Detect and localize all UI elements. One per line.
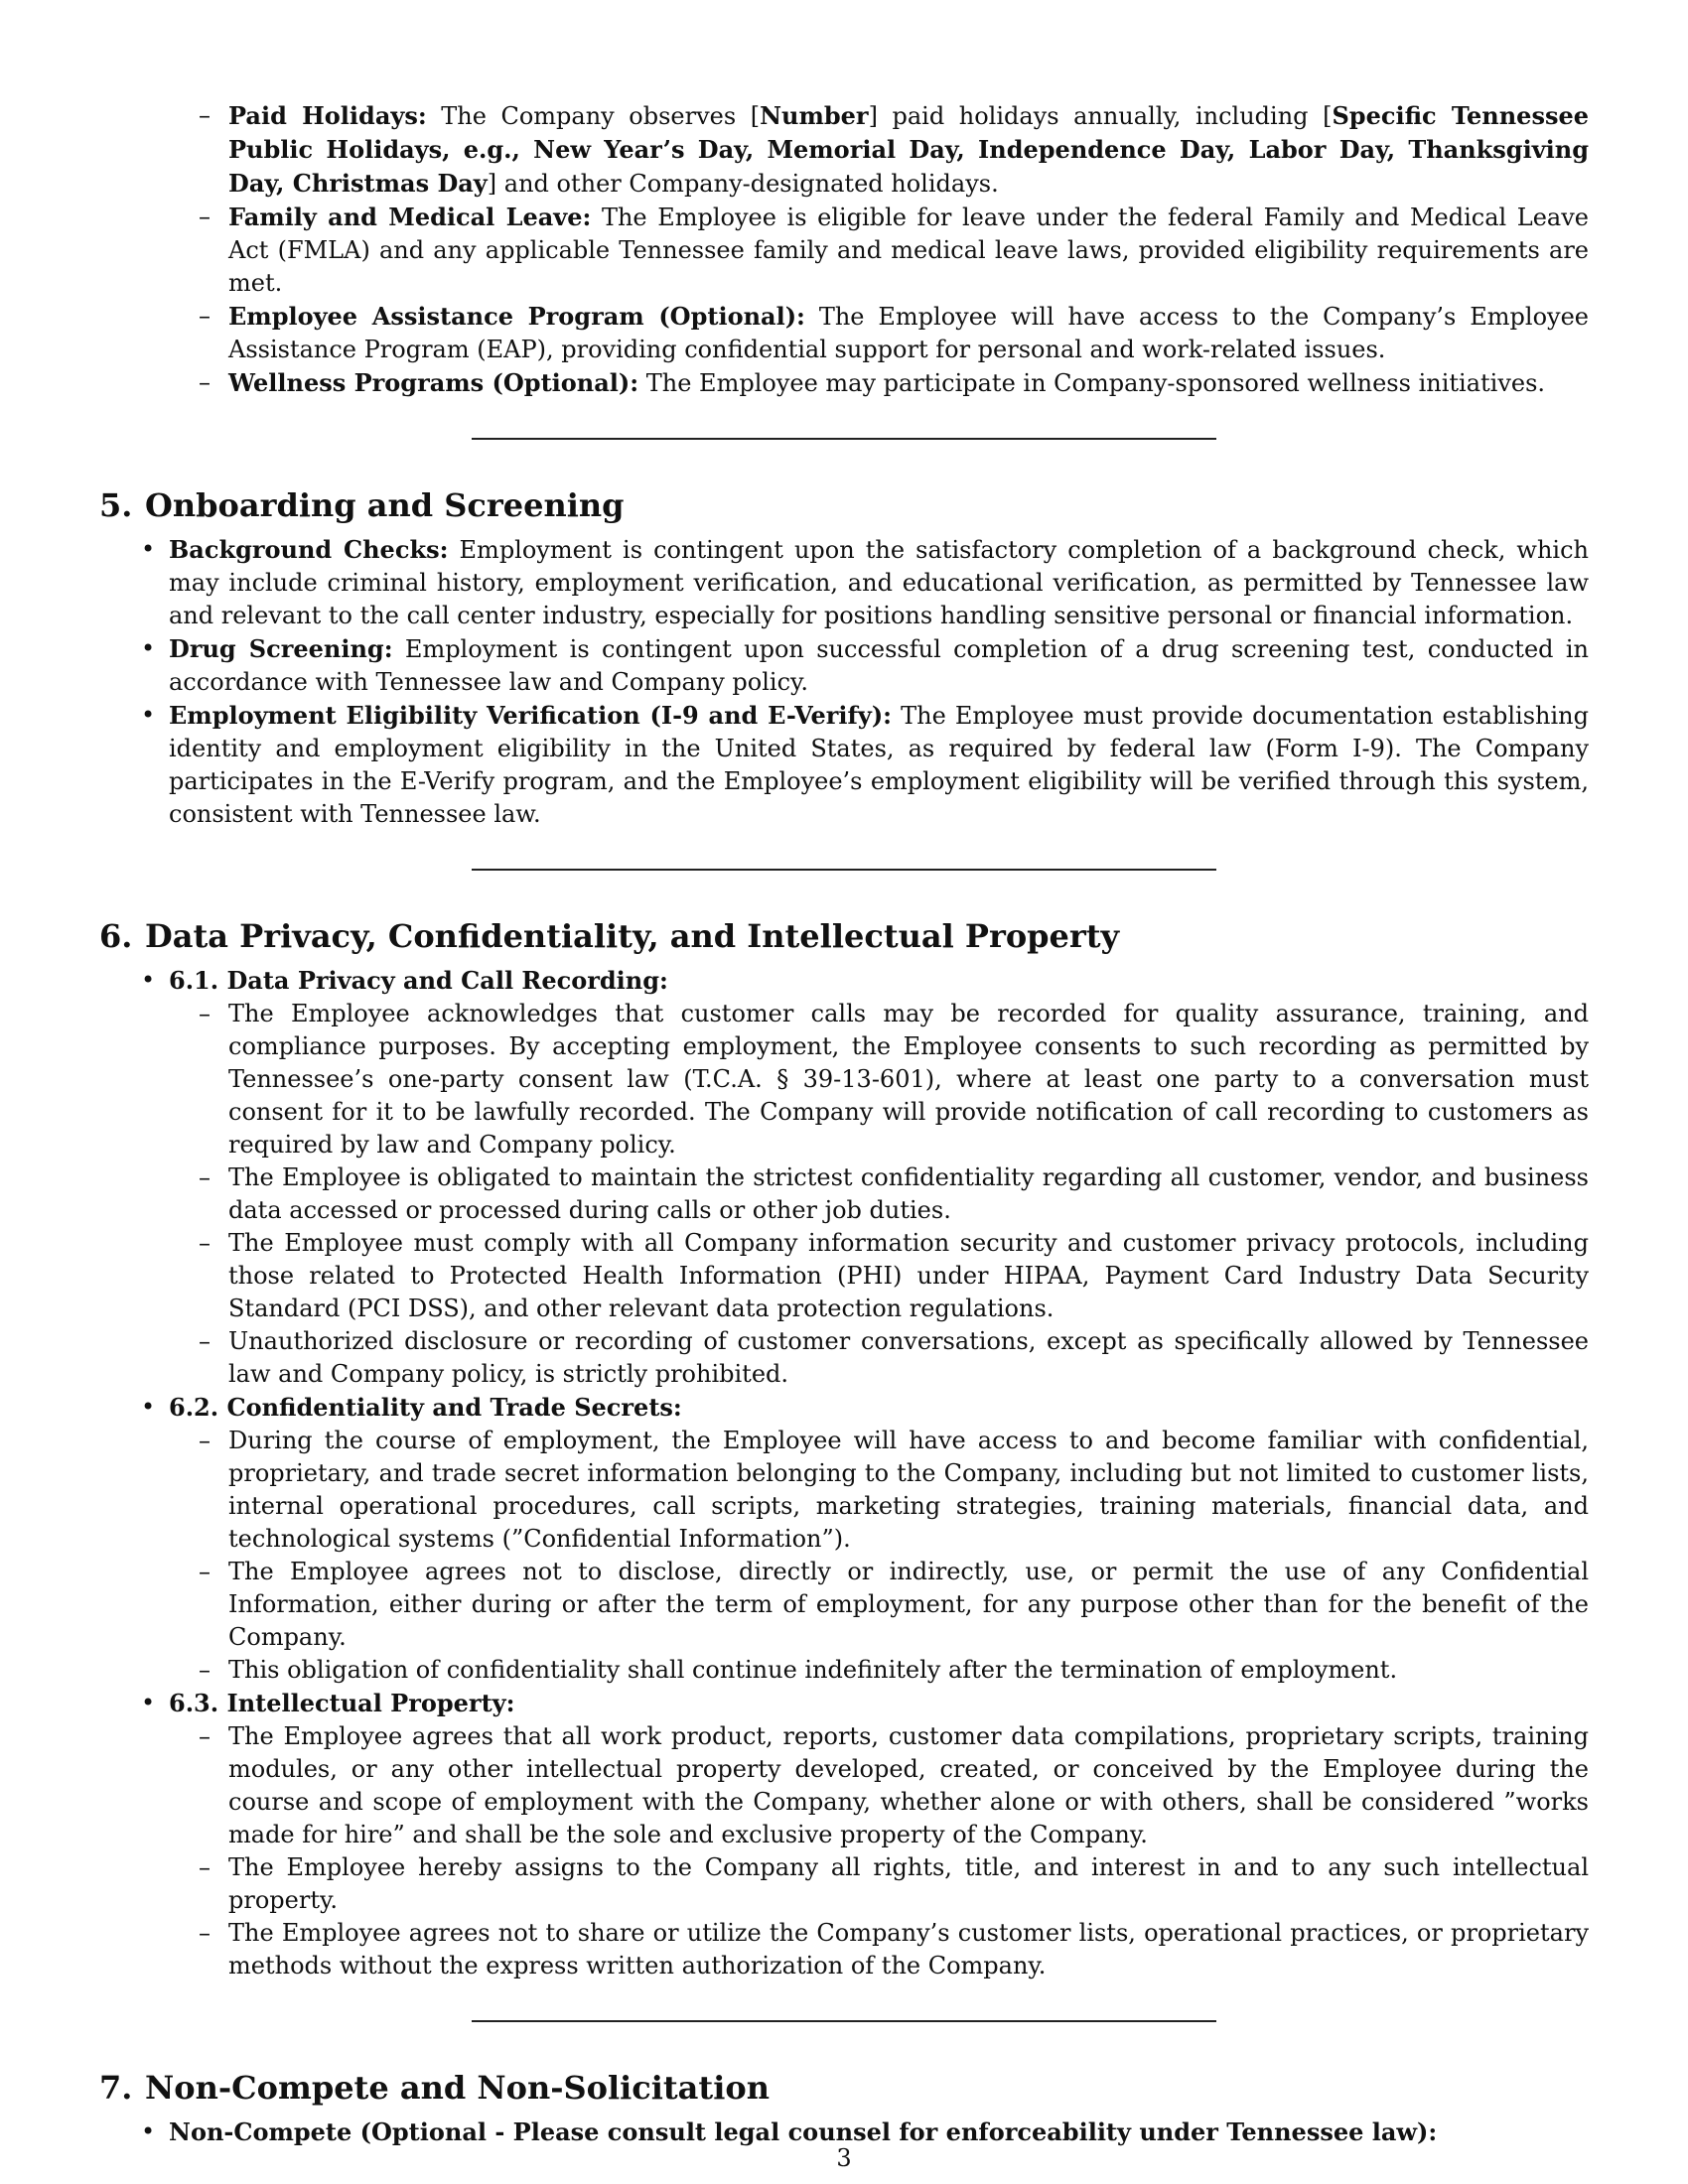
list-item: – This obligation of confidentiality shall continue indefinitely after the termination of employment.: [228, 1654, 1589, 1687]
section-heading: 7. Non-Compete and Non-Solicitation: [99, 2069, 770, 2107]
section-heading: 6. Data Privacy, Confidentiality, and Intellectual Property: [99, 917, 1120, 955]
section-divider: [472, 869, 1216, 871]
subsection-item: • 6.1. Data Privacy and Call Recording: – The Employee acknowledges that customer calls may be recorded for quality assurance, training, and compliance purposes. By accepting employment, the Employee consents to such recording as permitted by Tennessee’s one-party consent law (T.C.A. § 39-13-601), where at least one party to a conversation must consent for it to be lawfully recorded. The Company will provide notification of call recording to customers as required by law and Company policy. – The Employee is obligated to maintain the strictest confidentiality regarding all customer, vendor, and business data accessed or processed during calls or other job duties. – The Employee must comply with all Company information security and customer privacy protocols, including those related to Protected Health Information (PHI) under HIPAA, Payment Card Industry Data Security Standard (PCI DSS), and other relevant data protection regulations. – Unauthorized disclosure or recording of customer conversations, except as specifically allowed by Tennessee law and Company policy, is strictly prohibited.: [169, 964, 1589, 1391]
subsection-list: [169, 998, 1589, 1391]
list-item: – Wellness Programs (Optional): The Employee may participate in Company-sponsored wellness initiatives.: [228, 366, 1589, 400]
list-item: – The Employee agrees not to disclose, directly or indirectly, use, or permit the use of any Confidential Information, either during or after the term of employment, for any purpose other than for the benefit of the Company.: [228, 1556, 1589, 1654]
list-item: – The Employee agrees that all work product, reports, customer data compilations, proprietary scripts, training modules, or any other intellectual property developed, created, or conceived by the Employee during the course and scope of employment with the Company, whether alone or with others, shall be considered ”works made for hire” and shall be the sole and exclusive property of the Company.: [228, 1720, 1589, 1851]
list-item: – The Employee agrees not to share or utilize the Company’s customer lists, operational practices, or proprietary methods without the express written authorization of the Company.: [228, 1917, 1589, 1982]
subsection-list: [169, 1425, 1589, 1687]
page-number: 3: [836, 2144, 852, 2172]
list-item: • Drug Screening: Employment is contingent upon successful completion of a drug screening test, conducted in accordance with Tennessee law and Company policy.: [169, 632, 1589, 699]
document-page: [99, 99, 1589, 2149]
list-item: • Background Checks: Employment is contingent upon the satisfactory completion of a background check, which may include criminal history, employment verification, and educational verification, as permitted by Tennessee law and relevant to the call center industry, especially for positions handling sensitive personal or financial information.: [169, 533, 1589, 632]
section-divider: [472, 438, 1216, 440]
section-heading: 5. Onboarding and Screening: [99, 486, 625, 524]
list-item: – The Employee is obligated to maintain the strictest confidentiality regarding all customer, vendor, and business data accessed or processed during calls or other job duties.: [228, 1161, 1589, 1227]
list-item: – The Employee hereby assigns to the Company all rights, title, and interest in and to any such intellectual property.: [228, 1851, 1589, 1917]
list-item: – Family and Medical Leave: The Employee is eligible for leave under the federal Family and Medical Leave Act (FMLA) and any applicable Tennessee family and medical leave laws, provided eligibility requirements are met.: [228, 201, 1589, 300]
benefits-list: [99, 99, 1589, 400]
subsection-list: [169, 1720, 1589, 1982]
subsection-item: • 6.2. Confidentiality and Trade Secrets: – During the course of employment, the Employee will have access to and become familiar with confidential, proprietary, and trade secret information belonging to the Company, including but not limited to customer lists, internal operational procedures, call scripts, marketing strategies, training materials, financial data, and technological systems (”Confidential Information”). – The Employee agrees not to disclose, directly or indirectly, use, or permit the use of any Confidential Information, either during or after the term of employment, for any purpose other than for the benefit of the Company. – This obligation of confidentiality shall continue indefinitely after the termination of employment.: [169, 1391, 1589, 1687]
list-item: – Paid Holidays: The Company observes [Number] paid holidays annually, including [Specific Tennessee Public Holidays, e.g., New Year’s Day, Memorial Day, Independence Day, Labor Day, Thanksgiving Day, Christmas Day] and other Company-designated holidays.: [228, 99, 1589, 201]
list-item: – The Employee must comply with all Company information security and customer privacy protocols, including those related to Protected Health Information (PHI) under HIPAA, Payment Card Industry Data Security Standard (PCI DSS), and other relevant data protection regulations.: [228, 1227, 1589, 1325]
list-item: – During the course of employment, the Employee will have access to and become familiar with confidential, proprietary, and trade secret information belonging to the Company, including but not limited to customer lists, internal operational procedures, call scripts, marketing strategies, training materials, financial data, and technological systems (”Confidential Information”).: [228, 1425, 1589, 1556]
section-6-list: [99, 964, 1589, 1982]
section-divider: [472, 2020, 1216, 2022]
list-item: – The Employee acknowledges that customer calls may be recorded for quality assurance, training, and compliance purposes. By accepting employment, the Employee consents to such recording as permitted by Tennessee’s one-party consent law (T.C.A. § 39-13-601), where at least one party to a conversation must consent for it to be lawfully recorded. The Company will provide notification of call recording to customers as required by law and Company policy.: [228, 998, 1589, 1161]
list-item: – Unauthorized disclosure or recording of customer conversations, except as specifically allowed by Tennessee law and Company policy, is strictly prohibited.: [228, 1325, 1589, 1391]
list-item: – Employee Assistance Program (Optional): The Employee will have access to the Company’s Employee Assistance Program (EAP), providing confidential support for personal and work-related issues.: [228, 300, 1589, 366]
list-item: • Employment Eligibility Verification (I-9 and E-Verify): The Employee must provide documentation establishing identity and employment eligibility in the United States, as required by federal law (Form I-9). The Company participates in the E-Verify program, and the Employee’s employment eligibility will be verified through this system, consistent with Tennessee law.: [169, 699, 1589, 831]
section-5-list: [99, 533, 1589, 831]
subsection-item: • 6.3. Intellectual Property: – The Employee agrees that all work product, reports, customer data compilations, proprietary scripts, training modules, or any other intellectual property developed, created, or conceived by the Employee during the course and scope of employment with the Company, whether alone or with others, shall be considered ”works made for hire” and shall be the sole and exclusive property of the Company. – The Employee hereby assigns to the Company all rights, title, and interest in and to any such intellectual property. – The Employee agrees not to share or utilize the Company’s customer lists, operational practices, or proprietary methods without the express written authorization of the Company.: [169, 1687, 1589, 1982]
list-item: • Non-Compete (Optional - Please consult legal counsel for enforceability under Tennessee law):: [169, 2116, 1589, 2149]
